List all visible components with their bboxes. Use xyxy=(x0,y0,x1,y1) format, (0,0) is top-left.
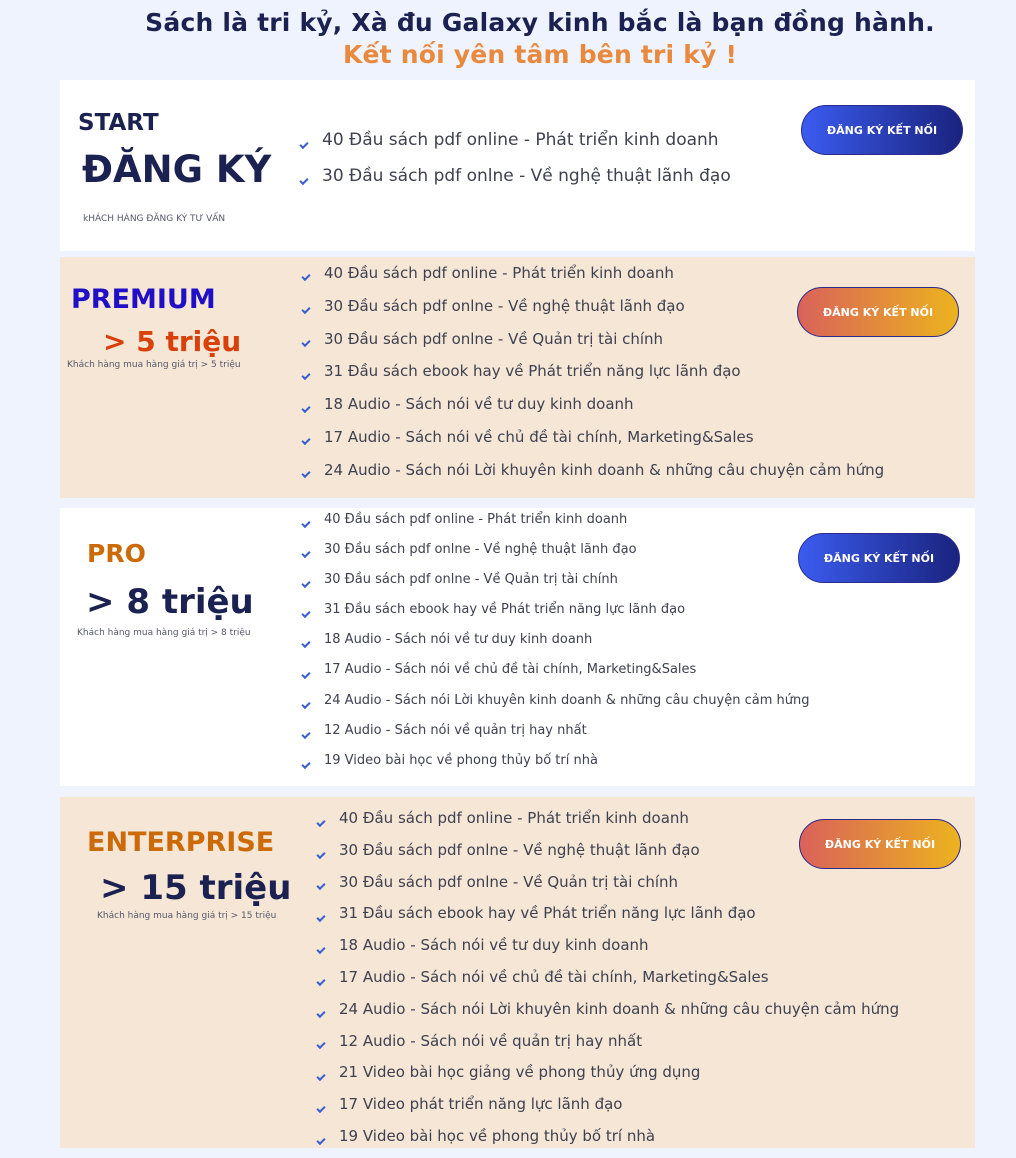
feature-text: 19 Video bài học về phong thủy bố trí nhà xyxy=(339,1126,656,1145)
check-icon xyxy=(316,1104,325,1113)
check-icon xyxy=(301,371,310,380)
feature-item xyxy=(300,164,731,200)
feature-item xyxy=(317,935,899,967)
plan-note: Khách hàng mua hàng giá trị > 8 triệu xyxy=(77,628,251,638)
check-icon xyxy=(316,945,325,954)
plan-title: PRO xyxy=(87,539,146,568)
check-icon xyxy=(301,609,310,618)
check-icon xyxy=(316,1136,325,1145)
feature-list xyxy=(300,128,731,200)
feature-text: 30 Đầu sách pdf onlne - Về Quản trị tài chính xyxy=(324,329,664,348)
feature-text: 24 Audio - Sách nói Lời khuyên kinh doanh & những câu chuyện cảm hứng xyxy=(324,460,885,479)
check-icon xyxy=(316,881,325,890)
feature-text: 24 Audio - Sách nói Lời khuyên kinh doanh & những câu chuyện cảm hứng xyxy=(339,999,900,1018)
feature-list xyxy=(302,510,809,781)
check-icon xyxy=(301,760,310,769)
feature-text: 30 Đầu sách pdf onlne - Về nghệ thuật lãnh đạo xyxy=(324,542,637,558)
feature-text: 30 Đầu sách pdf onlne - Về Quản trị tài chính xyxy=(339,872,679,891)
feature-item xyxy=(302,721,809,751)
check-icon xyxy=(316,1040,325,1049)
check-icon xyxy=(301,469,310,478)
feature-text: 18 Audio - Sách nói về tư duy kinh doanh xyxy=(324,395,634,414)
feature-text: 18 Audio - Sách nói về tư duy kinh doanh xyxy=(339,936,649,955)
plan-price: > 8 triệu xyxy=(86,582,254,622)
feature-text: 17 Audio - Sách nói về chủ đề tài chính, Marketing&Sales xyxy=(339,967,769,986)
feature-item xyxy=(302,393,884,426)
check-icon xyxy=(301,700,310,709)
check-icon xyxy=(301,639,310,648)
register-button[interactable]: ĐĂNG KÝ KẾT NỐI xyxy=(799,819,961,869)
feature-item xyxy=(302,426,884,459)
feature-text: 12 Audio - Sách nói về quản trị hay nhất xyxy=(324,722,587,738)
check-icon xyxy=(316,913,325,922)
feature-text: 18 Audio - Sách nói về tư duy kinh doanh xyxy=(324,632,593,648)
sub-headline: Kết nối yên tâm bên tri kỷ ! xyxy=(342,40,738,69)
feature-list xyxy=(302,262,884,492)
feature-item xyxy=(317,1094,899,1126)
check-icon xyxy=(301,403,310,412)
plan-price: ĐĂNG KÝ xyxy=(82,148,272,191)
feature-text: 17 Audio - Sách nói về chủ đề tài chính, Marketing&Sales xyxy=(324,427,754,446)
plan-card-start xyxy=(60,80,975,251)
feature-item xyxy=(302,328,884,361)
feature-text: 40 Đầu sách pdf online - Phát triển kinh doanh xyxy=(322,130,719,150)
check-icon xyxy=(301,338,310,347)
feature-text: 17 Audio - Sách nói về chủ đề tài chính, Marketing&Sales xyxy=(324,662,697,678)
plan-title: PREMIUM xyxy=(71,284,216,315)
feature-text: 31 Đầu sách ebook hay về Phát triển năng lực lãnh đạo xyxy=(324,602,686,618)
feature-text: 40 Đầu sách pdf online - Phát triển kinh doanh xyxy=(324,512,628,527)
check-icon xyxy=(301,549,310,558)
feature-text: 12 Audio - Sách nói về quản trị hay nhất xyxy=(339,1031,643,1050)
plan-card-premium xyxy=(60,257,975,498)
feature-text: 17 Video phát triển năng lực lãnh đạo xyxy=(339,1095,623,1114)
feature-item xyxy=(317,999,899,1031)
plan-title: START xyxy=(78,110,159,136)
feature-text: 30 Đầu sách pdf onlne - Về Quản trị tài chính xyxy=(324,572,618,588)
register-button[interactable]: ĐĂNG KÝ KẾT NỐI xyxy=(801,105,963,155)
feature-text: 31 Đầu sách ebook hay về Phát triển năng lực lãnh đạo xyxy=(324,362,741,381)
plan-title: ENTERPRISE xyxy=(87,827,275,858)
check-icon xyxy=(301,272,310,281)
feature-item xyxy=(302,459,884,492)
check-icon xyxy=(301,669,310,678)
check-icon xyxy=(316,1072,325,1081)
feature-item xyxy=(317,1031,899,1063)
feature-item xyxy=(302,262,884,295)
plan-card-enterprise xyxy=(60,797,975,1148)
feature-text: 30 Đầu sách pdf onlne - Về nghệ thuật lãnh đạo xyxy=(324,296,685,315)
plan-price: > 15 triệu xyxy=(100,868,292,908)
check-icon xyxy=(299,176,308,185)
feature-text: 40 Đầu sách pdf online - Phát triển kinh doanh xyxy=(324,264,674,282)
feature-item xyxy=(302,691,809,721)
check-icon xyxy=(301,436,310,445)
feature-text: 40 Đầu sách pdf online - Phát triển kinh doanh xyxy=(339,809,689,827)
feature-text: 30 Đầu sách pdf onlne - Về nghệ thuật lãnh đạo xyxy=(322,166,731,186)
feature-item xyxy=(317,1126,899,1158)
check-icon xyxy=(299,140,308,149)
check-icon xyxy=(316,850,325,859)
register-button[interactable]: ĐĂNG KÝ KẾT NỐI xyxy=(797,287,959,337)
check-icon xyxy=(301,305,310,314)
check-icon xyxy=(301,579,310,588)
feature-item xyxy=(302,630,809,660)
feature-item xyxy=(302,360,884,393)
feature-item xyxy=(302,540,809,570)
feature-item xyxy=(302,510,809,540)
headline: Sách là tri kỷ, Xà đu Galaxy kinh bắc là bạn đồng hành. xyxy=(145,8,935,37)
feature-item xyxy=(317,903,899,935)
feature-item xyxy=(317,967,899,999)
feature-text: 19 Video bài học về phong thủy bố trí nhà xyxy=(324,752,598,768)
feature-item xyxy=(317,1062,899,1094)
plan-note: kHÁCH HÀNG ĐĂNG KÝ TƯ VẤN xyxy=(83,214,226,224)
check-icon xyxy=(301,519,310,528)
feature-item xyxy=(302,570,809,600)
check-icon xyxy=(316,977,325,986)
feature-item xyxy=(302,600,809,630)
feature-item xyxy=(300,128,731,164)
feature-text: 24 Audio - Sách nói Lời khuyên kinh doanh & những câu chuyện cảm hứng xyxy=(324,692,810,708)
register-button[interactable]: ĐĂNG KÝ KẾT NỐI xyxy=(798,533,960,583)
check-icon xyxy=(316,1009,325,1018)
plan-price: > 5 triệu xyxy=(103,325,242,358)
feature-item xyxy=(302,751,809,781)
plan-note: Khách hàng mua hàng giá trị > 15 triệu xyxy=(97,911,277,921)
feature-item xyxy=(317,872,899,904)
check-icon xyxy=(316,818,325,827)
feature-item xyxy=(302,660,809,690)
feature-text: 30 Đầu sách pdf onlne - Về nghệ thuật lãnh đạo xyxy=(339,840,700,859)
check-icon xyxy=(301,730,310,739)
feature-text: 21 Video bài học giảng về phong thủy ứng dụng xyxy=(339,1063,701,1082)
plan-card-pro xyxy=(60,508,975,786)
plan-note: Khách hàng mua hàng giá trị > 5 triệu xyxy=(67,360,241,370)
feature-text: 31 Đầu sách ebook hay về Phát triển năng lực lãnh đạo xyxy=(339,904,756,923)
